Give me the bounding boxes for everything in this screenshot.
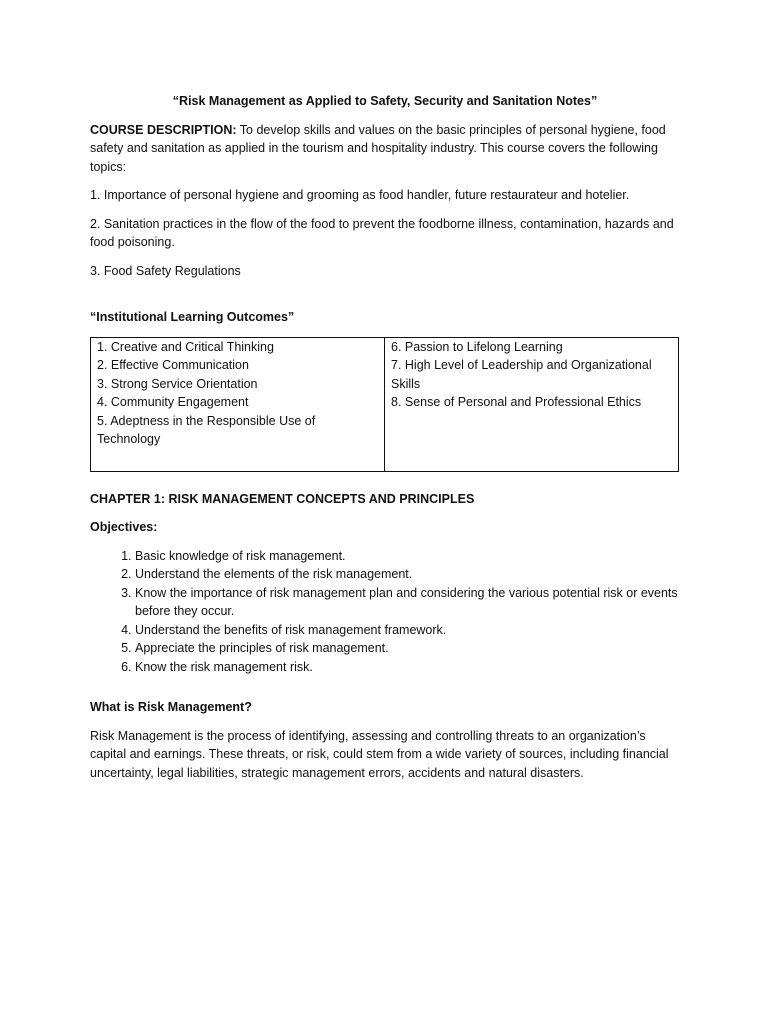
topic-1: 1. Importance of personal hygiene and grooming as food handler, future restaurateur and hotelier. xyxy=(90,188,630,202)
course-description-label: COURSE DESCRIPTION: xyxy=(90,122,237,137)
ilo-item: 1. Creative and Critical Thinking xyxy=(97,339,274,354)
ilo-item: 2. Effective Communication xyxy=(97,358,249,372)
chapter-heading: CHAPTER 1: RISK MANAGEMENT CONCEPTS AND PRINCIPLES xyxy=(90,491,475,506)
list-item: 6. Know the risk management risk. xyxy=(135,658,680,677)
ilo-heading: “Institutional Learning Outcomes” xyxy=(90,310,295,324)
course-description xyxy=(90,121,680,177)
ilo-left-cell xyxy=(91,337,385,471)
list-item: 1. Basic knowledge of risk management. xyxy=(135,547,680,566)
topic-3: 3. Food Safety Regulations xyxy=(90,263,241,278)
spacer xyxy=(90,290,680,308)
ilo-item: 5. Adeptness in the Responsible Use of Technology xyxy=(97,413,316,446)
list-item: 5. Appreciate the principles of risk management. xyxy=(135,639,680,658)
ilo-item: 8. Sense of Personal and Professional Ethics xyxy=(391,395,642,409)
ilo-item: 6. Passion to Lifelong Learning xyxy=(391,339,563,354)
what-is-heading: What is Risk Management? xyxy=(90,700,252,714)
course-description-text: To develop skills and values on the basic principles of personal hygiene, food safety and sanitation as applied in the tourism and hospitality industry. This course covers the following topics: xyxy=(90,122,666,174)
document-title: “Risk Management as Applied to Safety, Security and Sanitation Notes” xyxy=(172,94,598,108)
list-item: 2. Understand the elements of the risk management. xyxy=(135,565,680,584)
table-row xyxy=(91,337,679,471)
list-item: 3. Know the importance of risk management plan and considering the various potential risk or events before they occur. xyxy=(135,584,680,621)
ilo-item: 3. Strong Service Orientation xyxy=(97,376,258,391)
definition-paragraph: Risk Management is the process of identifying, assessing and controlling threats to an organization’s capital and earnings. These threats, or risk, could stem from a wide variety of sources, including financial uncertainty, legal liabilities, strategic management errors, accidents and natural disasters. xyxy=(90,728,669,780)
ilo-item: 4. Community Engagement xyxy=(97,395,249,409)
objectives-heading: Objectives: xyxy=(90,520,158,534)
ilo-right-cell xyxy=(385,337,679,471)
document-page xyxy=(90,92,680,792)
objectives-list xyxy=(90,547,680,677)
ilo-item: 7. High Level of Leadership and Organizational Skills xyxy=(391,358,652,391)
topic-2: 2. Sanitation practices in the flow of the food to prevent the foodborne illness, contamination, hazards and food poisoning. xyxy=(90,216,674,249)
ilo-table xyxy=(90,337,679,472)
list-item: 4. Understand the benefits of risk management framework. xyxy=(135,621,680,640)
